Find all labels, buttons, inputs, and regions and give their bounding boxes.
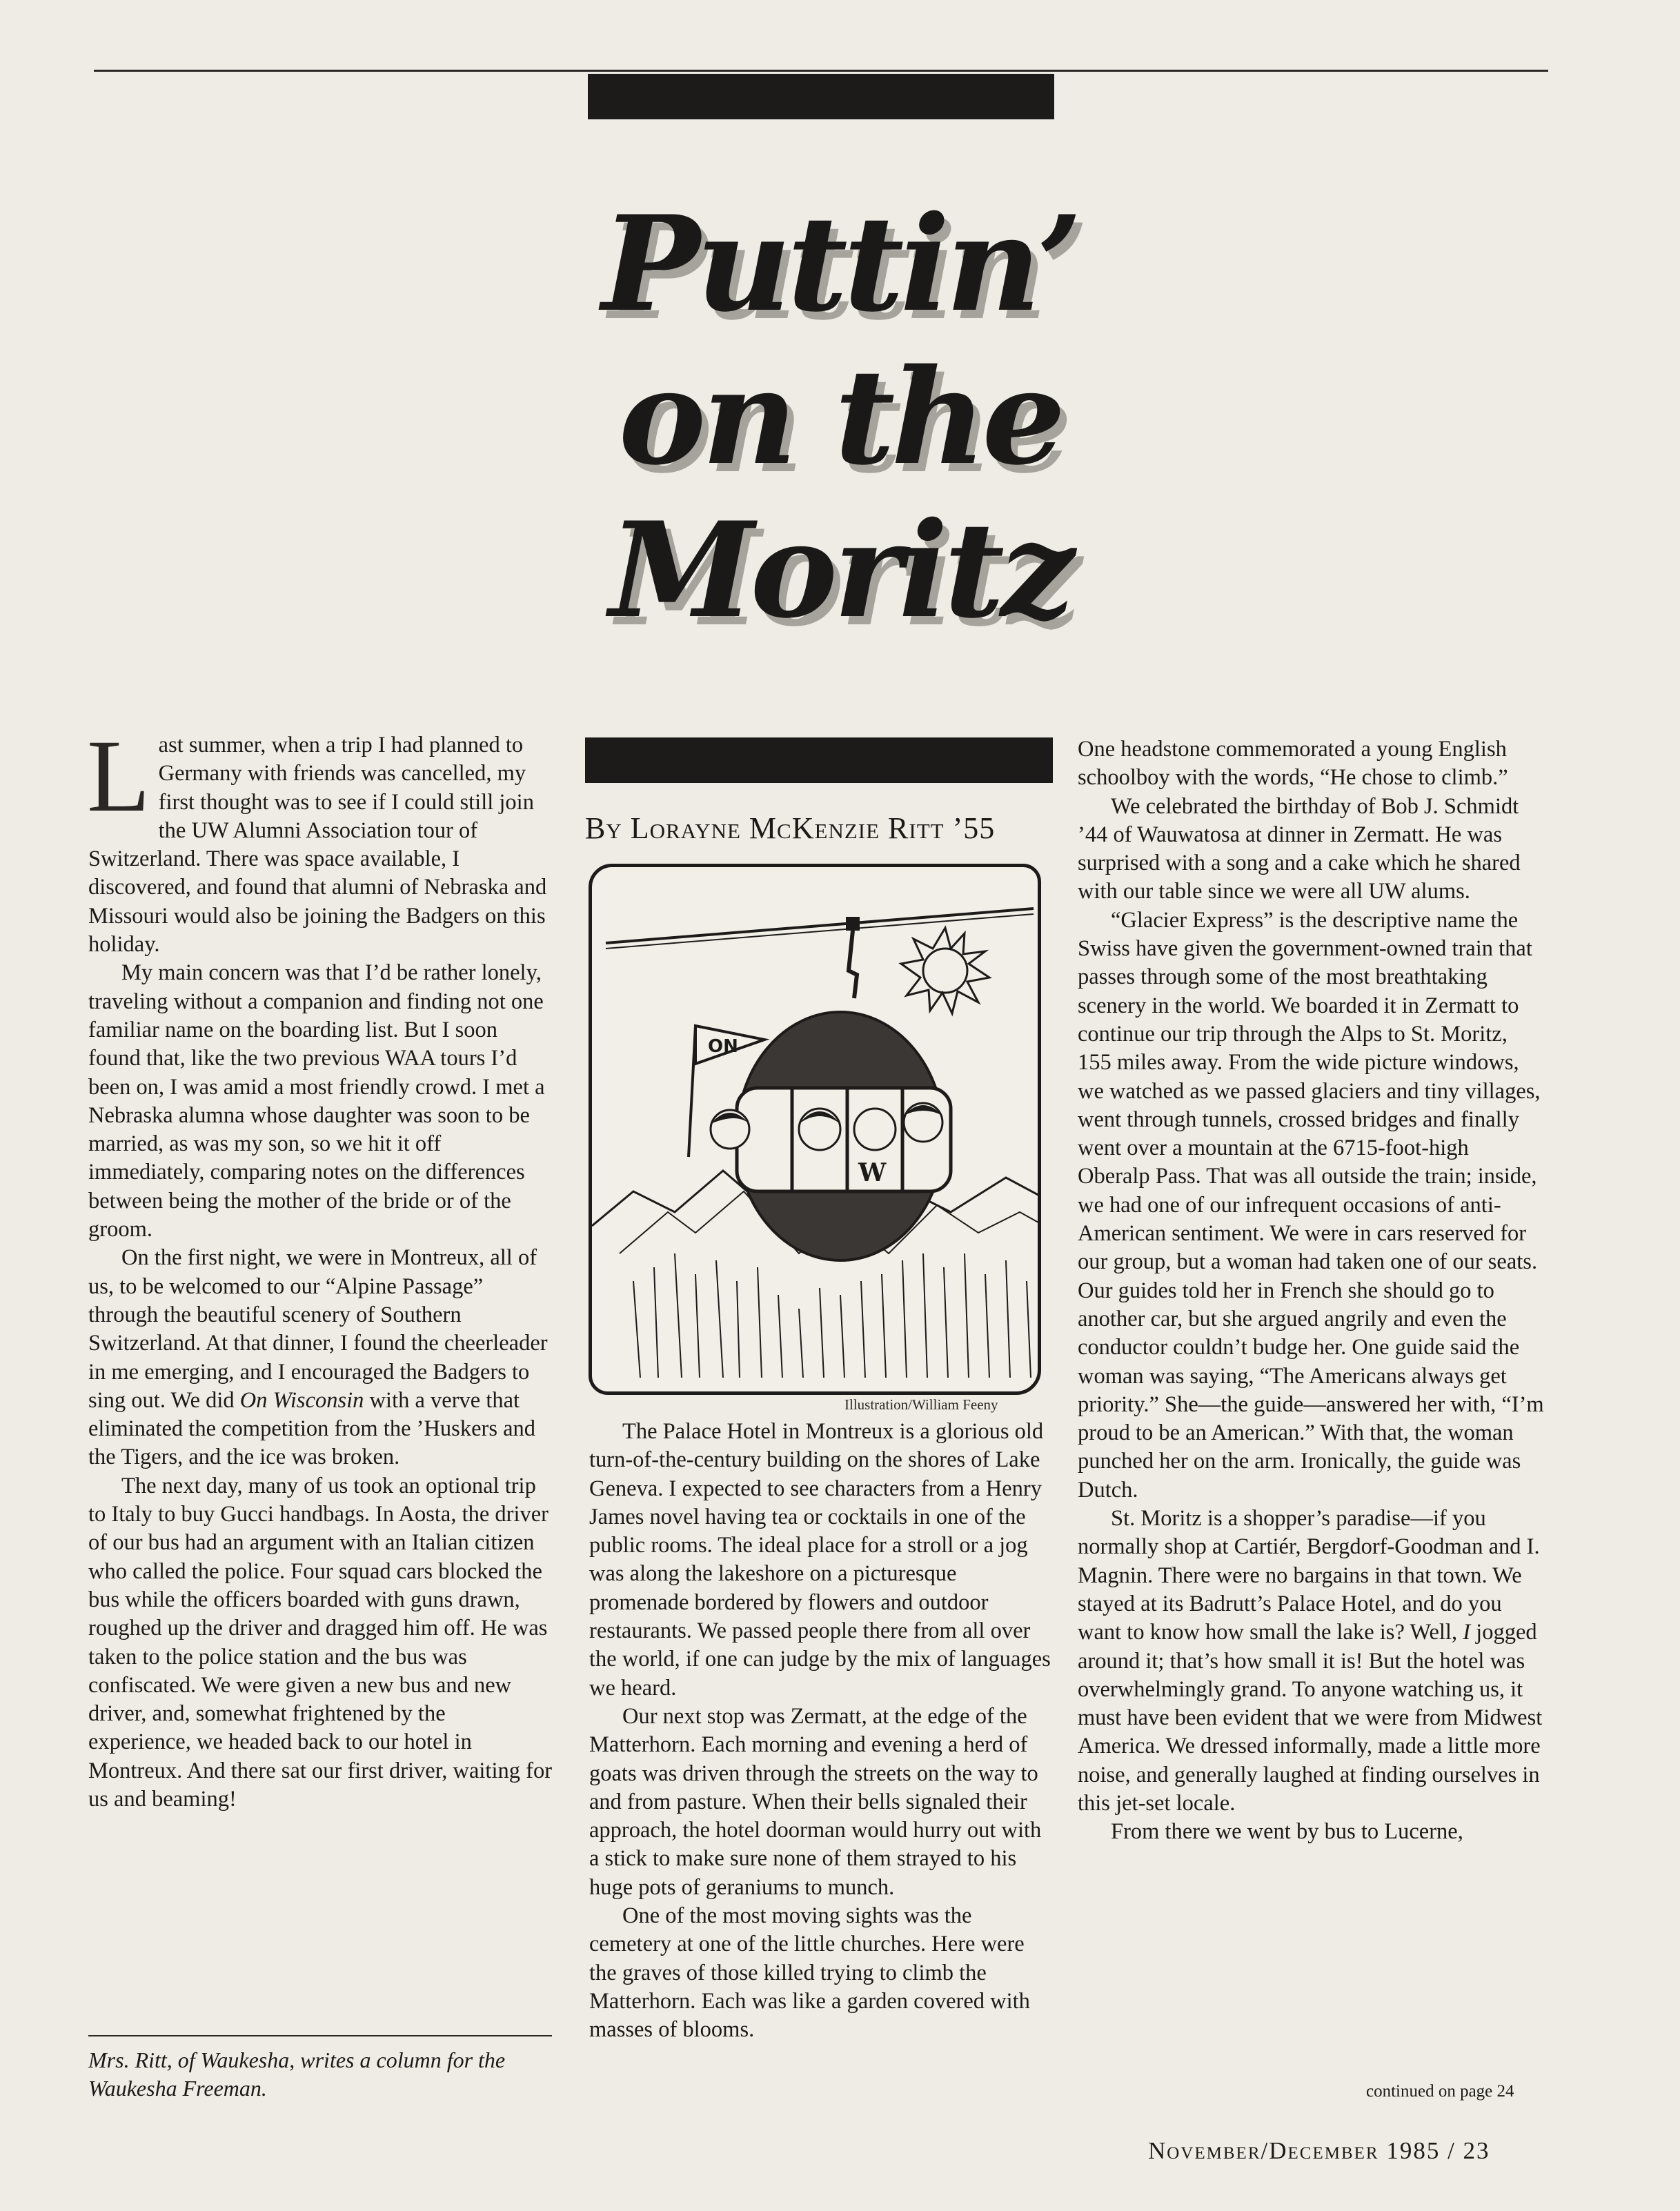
article-column-3 — [1078, 735, 1545, 1847]
paragraph: One headstone commemorated a young English schoolboy with the words, “He chose to climb.” — [1078, 737, 1508, 791]
pennant-text: ON — [708, 1036, 738, 1057]
mountain-hatching — [633, 1253, 1031, 1378]
illustration-drawing — [592, 867, 1041, 1395]
title-line-1: Puttin’ — [601, 187, 1078, 341]
hanger-arm — [849, 931, 857, 998]
title-line-3: Moritz — [609, 493, 1071, 647]
drop-cap: L — [87, 719, 150, 833]
article-title — [0, 188, 1680, 647]
paragraph: We celebrated the birthday of Bob J. Schmidt ’44 of Wauwatosa at dinner in Zermatt. He was surprised with a song and a cake which he shared with our table since we were all UW alums. — [1078, 793, 1521, 904]
paragraph: Last summer, when a trip I had planned to Germany with friends was cancelled, my first thought was to see if I could still join the UW Alumni Association tour of Switzerland. There was space available, I discovered, and found that alumni of Nebraska and Missouri would also be joining the Badgers on this holiday. — [87, 719, 547, 958]
trolley-wheel — [846, 917, 860, 931]
article-column-1 — [87, 719, 553, 1814]
paragraph: The Palace Hotel in Montreux is a glorious old turn-of-the-century building on the shores of Lake Geneva. I expected to see characters from a Henry James novel having tea or cocktails in one of the public rooms. The ideal place for a stroll or a jog was along the lakeshore on a picturesque promenade bordered by flowers and outdoor restaurants. We passed people there from all over the world, if one can judge by the mix of languages we heard. — [589, 1419, 1051, 1701]
paragraph: My main concern was that I’d be rather lonely, traveling without a companion and finding not one familiar name on the boarding list. But I soon found that, like the two previous WAA tours I’d been on, I was amid a most friendly crowd. I met a Nebraska alumna whose daughter was soon to be married, as was my son, so we hit it off immediately, comparing notes on the differences between being the mother of the bride or of the groom. — [88, 960, 545, 1242]
cable-line-2 — [606, 914, 1034, 949]
paragraph: St. Moritz is a shopper’s paradise—if you normally shop at Cartiér, Bergdorf-Goodman and I. Magnin. There were no bargains in that town. We stayed at its Badrutt’s Palace Hotel, and do you want to know how small the lake is? Well, I jogged around it; that’s how small it is! But the hotel was overwhelmingly grand. To anyone watching us, it must have been evident that we were from Midwest America. We dressed informally, made a little more noise, and generally laughed at finding ourselves in this jet-set locale. — [1078, 1506, 1543, 1816]
page-folio: November/December 1985 / 23 — [1148, 2137, 1490, 2164]
paragraph: On the first night, we were in Montreux, all of us, to be welcomed to our “Alpine Passage” through the beautiful scenery of Southern Switzerland. At that dinner, I found the cheerleader in me emerging, and I encouraged the Badgers to sing out. We did On Wisconsin with a verve that eliminated the competition from the ’Huskers and the Tigers, and the ice was broken. — [88, 1245, 548, 1470]
paragraph: “Glacier Express” is the descriptive name the Swiss have given the government-owned train that passes through some of the most breathtaking scenery in the world. We boarded it in Zermatt to continue our trip through the Alps to St. Moritz, 155 miles away. From the wide picture windows, we watched as we passed glaciers and tiny villages, went through tunnels, crossed bridges and finally went over a mountain at the 6715-foot-high Oberalp Pass. That was all outside the train; inside, we had one of our infrequent occasions of anti-American sentiment. We were in cars reserved for our group, but a woman had taken one of our seats. Our guides told her in French she should go to another car, but she argued angrily and even the conductor couldn’t budge her. One guide said the woman was saying, “The Americans always get priority.” She—the guide—answered her with, “I’m proud to be an American.” With that, the woman punched her on the arm. Ironically, the guide was Dutch. — [1078, 907, 1544, 1503]
byline: By Lorayne McKenzie Ritt ’55 — [585, 811, 996, 845]
middle-black-bar — [585, 737, 1053, 783]
paragraph: From there we went by bus to Lucerne, — [1111, 1819, 1463, 1845]
top-rule — [94, 70, 1548, 72]
illustration-credit: Illustration/William Feeny — [844, 1396, 998, 1413]
footnote-rule — [88, 2035, 552, 2036]
top-black-bar — [588, 74, 1054, 119]
title-line-2: on the — [618, 340, 1062, 494]
continued-note: continued on page 24 — [1366, 2082, 1514, 2101]
cable-line — [606, 909, 1034, 943]
sun-icon — [901, 928, 989, 1013]
shirt-letter: W — [858, 1158, 887, 1187]
author-footnote: Mrs. Ritt, of Waukesha, writes a column for the Waukesha Freeman. — [88, 2048, 506, 2101]
paragraph: Our next stop was Zermatt, at the edge of the Matterhorn. Each morning and evening a herd of goats was driven through the streets on the way to and from pasture. When their bells signaled their approach, the hotel doorman would hurry out with a stick to make sure none of them strayed to his huge pots of geraniums to munch. — [589, 1703, 1042, 1900]
cable-car-illustration — [589, 864, 1041, 1395]
paragraph: The next day, many of us took an optional trip to Italy to buy Gucci handbags. In Aosta, the driver of our bus had an argument with an Italian citizen who called the police. Four squad cars blocked the bus while the officers boarded with guns drawn, roughed up the driver and dragged him off. He was taken to the police station and the bus was confiscated. We were given a new bus and new driver, and, somewhat frightened by the experience, we headed back to our hotel in Montreux. And there sat our first driver, waiting for us and beaming! — [88, 1473, 553, 1812]
paragraph: One of the most moving sights was the cemetery at one of the little churches. Here were the graves of those killed trying to climb the Matterhorn. Each was like a garden covered with masses of blooms. — [589, 1903, 1030, 2043]
article-column-2 — [589, 1418, 1051, 2045]
